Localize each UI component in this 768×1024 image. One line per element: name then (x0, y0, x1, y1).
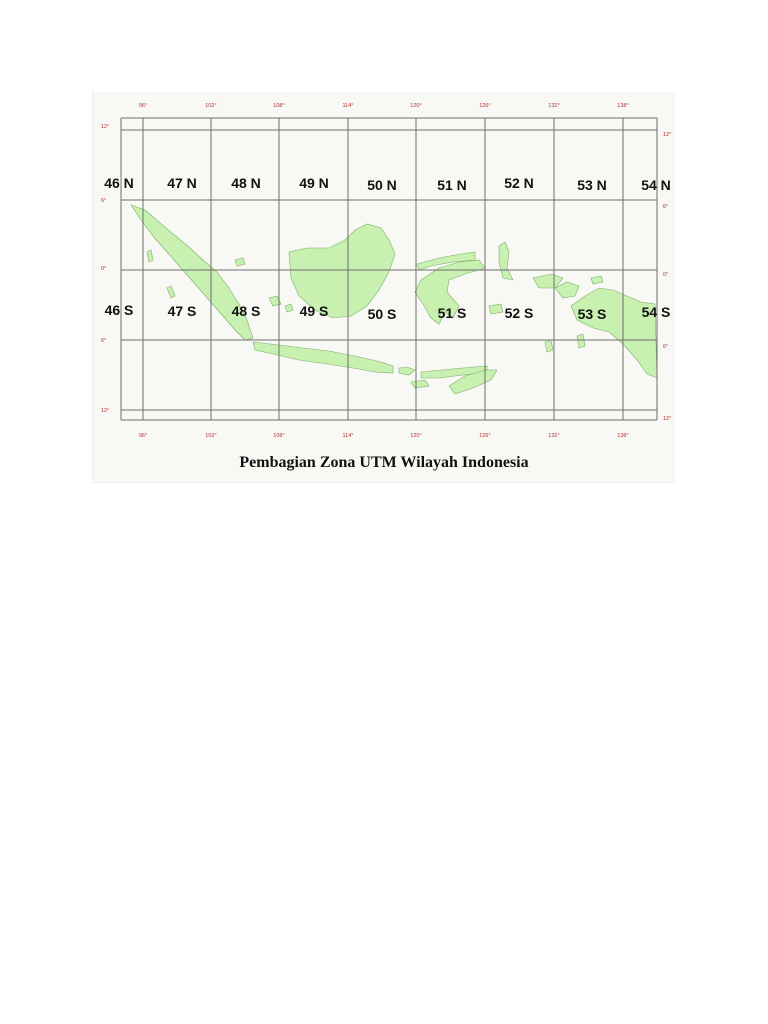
island-belitung (285, 304, 293, 312)
longitude-label-top: 114° (342, 103, 354, 109)
longitude-label-top: 120° (410, 103, 422, 109)
zone-label-south: 54 S (641, 304, 671, 320)
zone-label-north: 46 N (104, 175, 134, 191)
map-title: Pembagian Zona UTM Wilayah Indonesia (239, 454, 529, 471)
island-java (253, 342, 393, 373)
zone-label-south: 51 S (437, 305, 467, 321)
zone-label-south: 53 S (577, 306, 607, 322)
longitude-label-bottom: 114° (342, 433, 354, 439)
latitude-label-left: 0° (101, 266, 107, 272)
zone-label-north: 54 N (641, 177, 671, 193)
island-papua (571, 288, 657, 378)
zone-label-north: 49 N (299, 175, 329, 191)
longitude-label-bottom: 108° (273, 433, 285, 439)
island-bali-lombok (399, 367, 415, 375)
longitude-label-bottom: 120° (410, 433, 422, 439)
zone-label-south: 47 S (167, 303, 197, 319)
longitude-label-bottom: 138° (617, 433, 629, 439)
latitude-label-left: 6° (101, 198, 107, 204)
island-nias (147, 250, 153, 262)
zone-label-south: 52 S (504, 305, 534, 321)
indonesia-landmass (131, 205, 657, 394)
longitude-label-top: 108° (273, 103, 285, 109)
utm-zone-map (93, 92, 675, 482)
latitude-label-left: 12° (101, 408, 110, 414)
zone-label-south: 50 S (367, 306, 397, 322)
longitude-label-top: 132° (548, 103, 560, 109)
island-mentawai (167, 286, 175, 298)
zone-label-north: 47 N (167, 175, 197, 191)
zone-label-south: 48 S (231, 303, 261, 319)
latitude-label-right: 6° (663, 344, 669, 350)
island-buru (489, 304, 503, 314)
latitude-label-left: 6° (101, 338, 107, 344)
island-aru (577, 334, 585, 348)
island-sumba (411, 380, 429, 388)
island-riau (235, 258, 245, 266)
island-tanimbar (545, 340, 553, 352)
latitude-label-right: 6° (663, 204, 669, 210)
zone-label-north: 53 N (577, 177, 607, 193)
zone-label-north: 50 N (367, 177, 397, 193)
latitude-label-left: 12° (101, 124, 110, 130)
island-seram (533, 274, 563, 288)
zone-label-south: 46 S (104, 302, 134, 318)
island-biak (591, 276, 603, 284)
latitude-label-right: 12° (663, 132, 672, 138)
longitude-label-top: 138° (617, 103, 629, 109)
zone-label-north: 52 N (504, 175, 534, 191)
longitude-label-bottom: 132° (548, 433, 560, 439)
longitude-label-bottom: 96° (138, 433, 148, 439)
longitude-label-top: 126° (479, 103, 491, 109)
zone-label-south: 49 S (299, 303, 329, 319)
latitude-label-right: 0° (663, 272, 669, 278)
longitude-label-bottom: 102° (205, 433, 217, 439)
island-papua-birdshead (555, 282, 579, 298)
longitude-label-bottom: 126° (479, 433, 491, 439)
latitude-label-right: 12° (663, 416, 672, 422)
island-sumatra (131, 205, 253, 340)
utm-zone-map-figure (92, 92, 675, 483)
island-halmahera (499, 242, 513, 280)
longitude-label-top: 96° (138, 103, 148, 109)
longitude-label-top: 102° (205, 103, 217, 109)
zone-label-north: 48 N (231, 175, 261, 191)
zone-label-north: 51 N (437, 177, 467, 193)
